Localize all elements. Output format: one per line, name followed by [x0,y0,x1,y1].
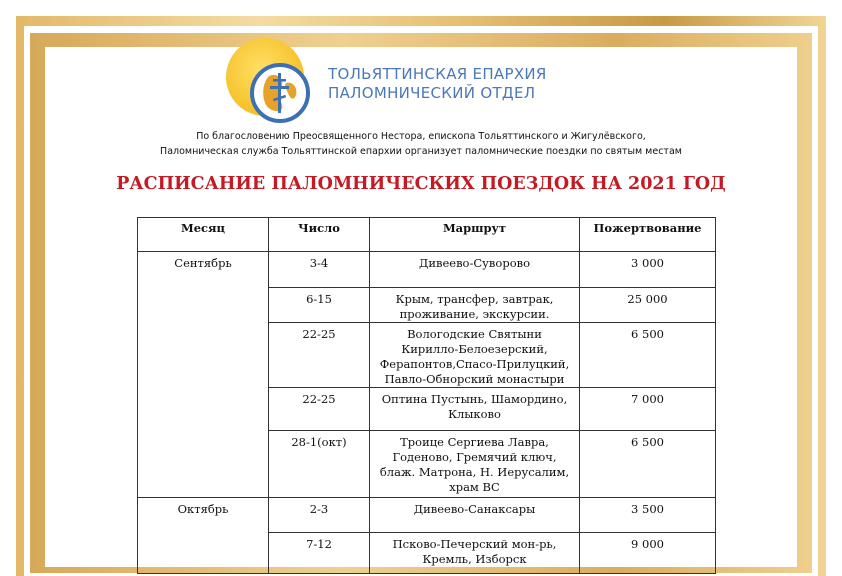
route-line: Крым, трансфер, завтрак, [395,292,554,306]
date-cell: 6-15 [269,288,370,323]
route-cell [370,288,580,323]
date-cell: 28-1(окт) [269,431,370,498]
donation-cell: 6 500 [580,431,716,498]
route-line: Клыково [448,407,501,421]
route-line: Павло-Обнорский монастыри [384,372,565,386]
date-cell: 2-3 [269,498,370,533]
route-line: Троице Сергиева Лавра, [400,435,549,449]
date-cell: 7-12 [269,533,370,574]
route-line: Дивеево-Санаксары [413,502,536,516]
route-cell [370,431,580,498]
donation-cell: 25 000 [580,288,716,323]
blessing-line-1: По благословению Преосвященного Нестора, епископа Тольяттинского и Жигулёвского, [196,131,646,142]
brand-line-2: ПАЛОМНИЧЕСКИЙ ОТДЕЛ [328,84,536,102]
date-cell: 22-25 [269,323,370,388]
route-line: Годеново, Гремячий ключ, [392,450,557,464]
route-line: Вологодские Святыни [407,327,542,341]
donation-cell: 6 500 [580,323,716,388]
column-header-date: Число [269,218,370,252]
page-title: РАСПИСАНИЕ ПАЛОМНИЧЕСКИХ ПОЕЗДОК НА 2021 ГОД [116,174,726,194]
route-line: храм ВС [449,480,500,494]
route-line: Оптина Пустынь, Шамордино, [381,392,568,406]
globe-cross-logo-icon [250,63,310,123]
route-line: Кирилло-Белоезерский, [401,342,548,356]
brand-line-1: ТОЛЬЯТТИНСКАЯ ЕПАРХИЯ [328,65,547,83]
month-cell: Октябрь [138,498,269,574]
route-cell [370,323,580,388]
route-line: блаж. Матрона, Н. Иерусалим, [379,465,570,479]
donation-cell: 9 000 [580,533,716,574]
table-header-row [138,218,716,252]
donation-cell: 7 000 [580,388,716,431]
route-line: Псково-Печерский мон-рь, [392,537,557,551]
table-row [138,498,716,533]
route-line: проживание, экскурсии. [399,307,550,321]
table-row [138,252,716,288]
donation-cell: 3 000 [580,252,716,288]
column-header-donation: Пожертвование [580,218,716,252]
donation-cell: 3 500 [580,498,716,533]
schedule-table [137,217,716,574]
route-line: Ферапонтов,Спасо-Прилуцкий, [379,357,570,371]
route-line: Кремль, Изборск [422,552,527,566]
month-cell: Сентябрь [138,252,269,498]
date-cell: 22-25 [269,388,370,431]
blessing-line-2: Паломническая служба Тольяттинской епархии организует паломнические поездки по святым местам [160,146,682,157]
route-cell [370,498,580,533]
column-header-month: Месяц [138,218,269,252]
route-line: Дивеево-Суворово [418,256,531,270]
date-cell: 3-4 [269,252,370,288]
route-cell [370,388,580,431]
route-cell [370,252,580,288]
column-header-route: Маршрут [370,218,580,252]
route-cell [370,533,580,574]
